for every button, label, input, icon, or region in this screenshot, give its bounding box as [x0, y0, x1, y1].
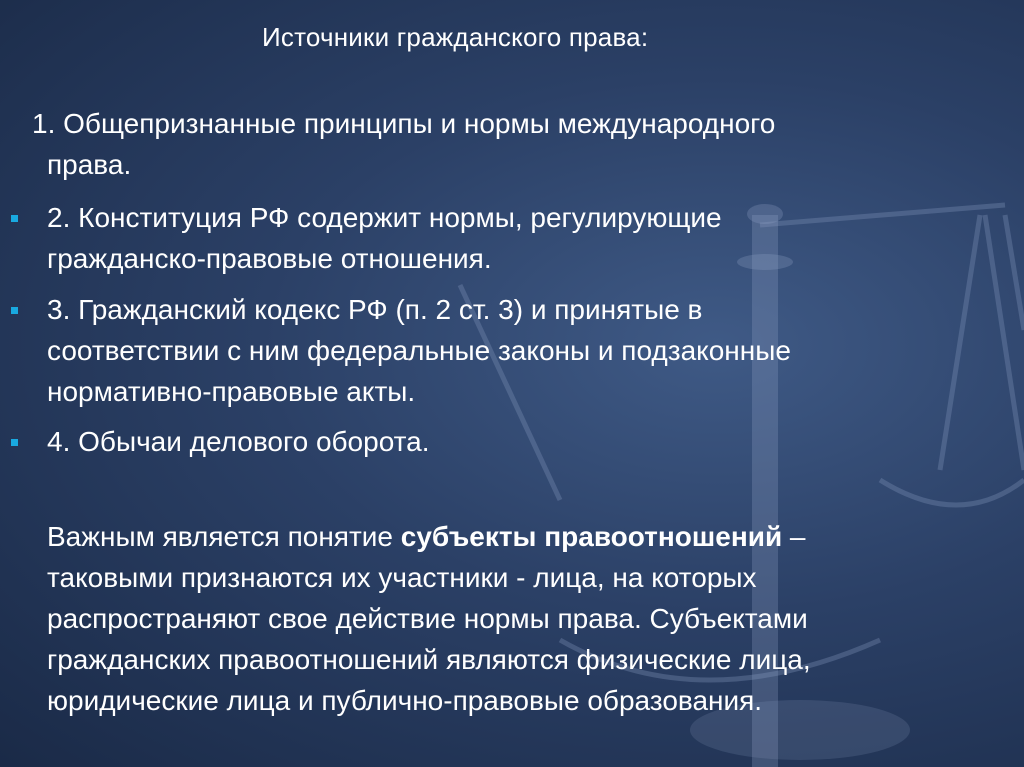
item-text-line: 2. Конституция РФ содержит нормы, регулирующие [47, 202, 722, 233]
list-item [47, 289, 967, 412]
bullet-square-icon [11, 439, 18, 446]
paragraph-dash: – [782, 521, 806, 552]
paragraph-line: гражданских правоотношений являются физические лица, [47, 644, 811, 675]
list-item [32, 103, 952, 185]
item-text-line: 1. Общепризнанные принципы и нормы международного [32, 108, 776, 139]
paragraph-line: юридические лица и публично-правовые образования. [47, 685, 763, 716]
bullet-square-icon [11, 215, 18, 222]
item-text-line: 4. Обычаи делового оборота. [47, 426, 430, 457]
list-item [47, 421, 967, 462]
item-text-line: права. [47, 149, 132, 180]
paragraph-line: таковыми признаются их участники - лица, на которых [47, 562, 757, 593]
item-text-line: нормативно-правовые акты. [47, 376, 416, 407]
item-text-line: 3. Гражданский кодекс РФ (п. 2 ст. 3) и принятые в [47, 294, 703, 325]
bullet-square-icon [11, 307, 18, 314]
slide-title: Источники гражданского права: [262, 22, 649, 52]
paragraph-line: распространяют свое действие нормы права. Субъектами [47, 603, 808, 634]
paragraph-lead: Важным является понятие [47, 521, 401, 552]
definition-paragraph [47, 516, 1007, 721]
list-item [47, 197, 967, 279]
item-text-line: соответствии с ним федеральные законы и подзаконные [47, 335, 791, 366]
key-term: субъекты правоотношений [400, 521, 783, 552]
paragraph-line [47, 516, 1007, 557]
item-text-line: гражданско-правовые отношения. [47, 243, 492, 274]
